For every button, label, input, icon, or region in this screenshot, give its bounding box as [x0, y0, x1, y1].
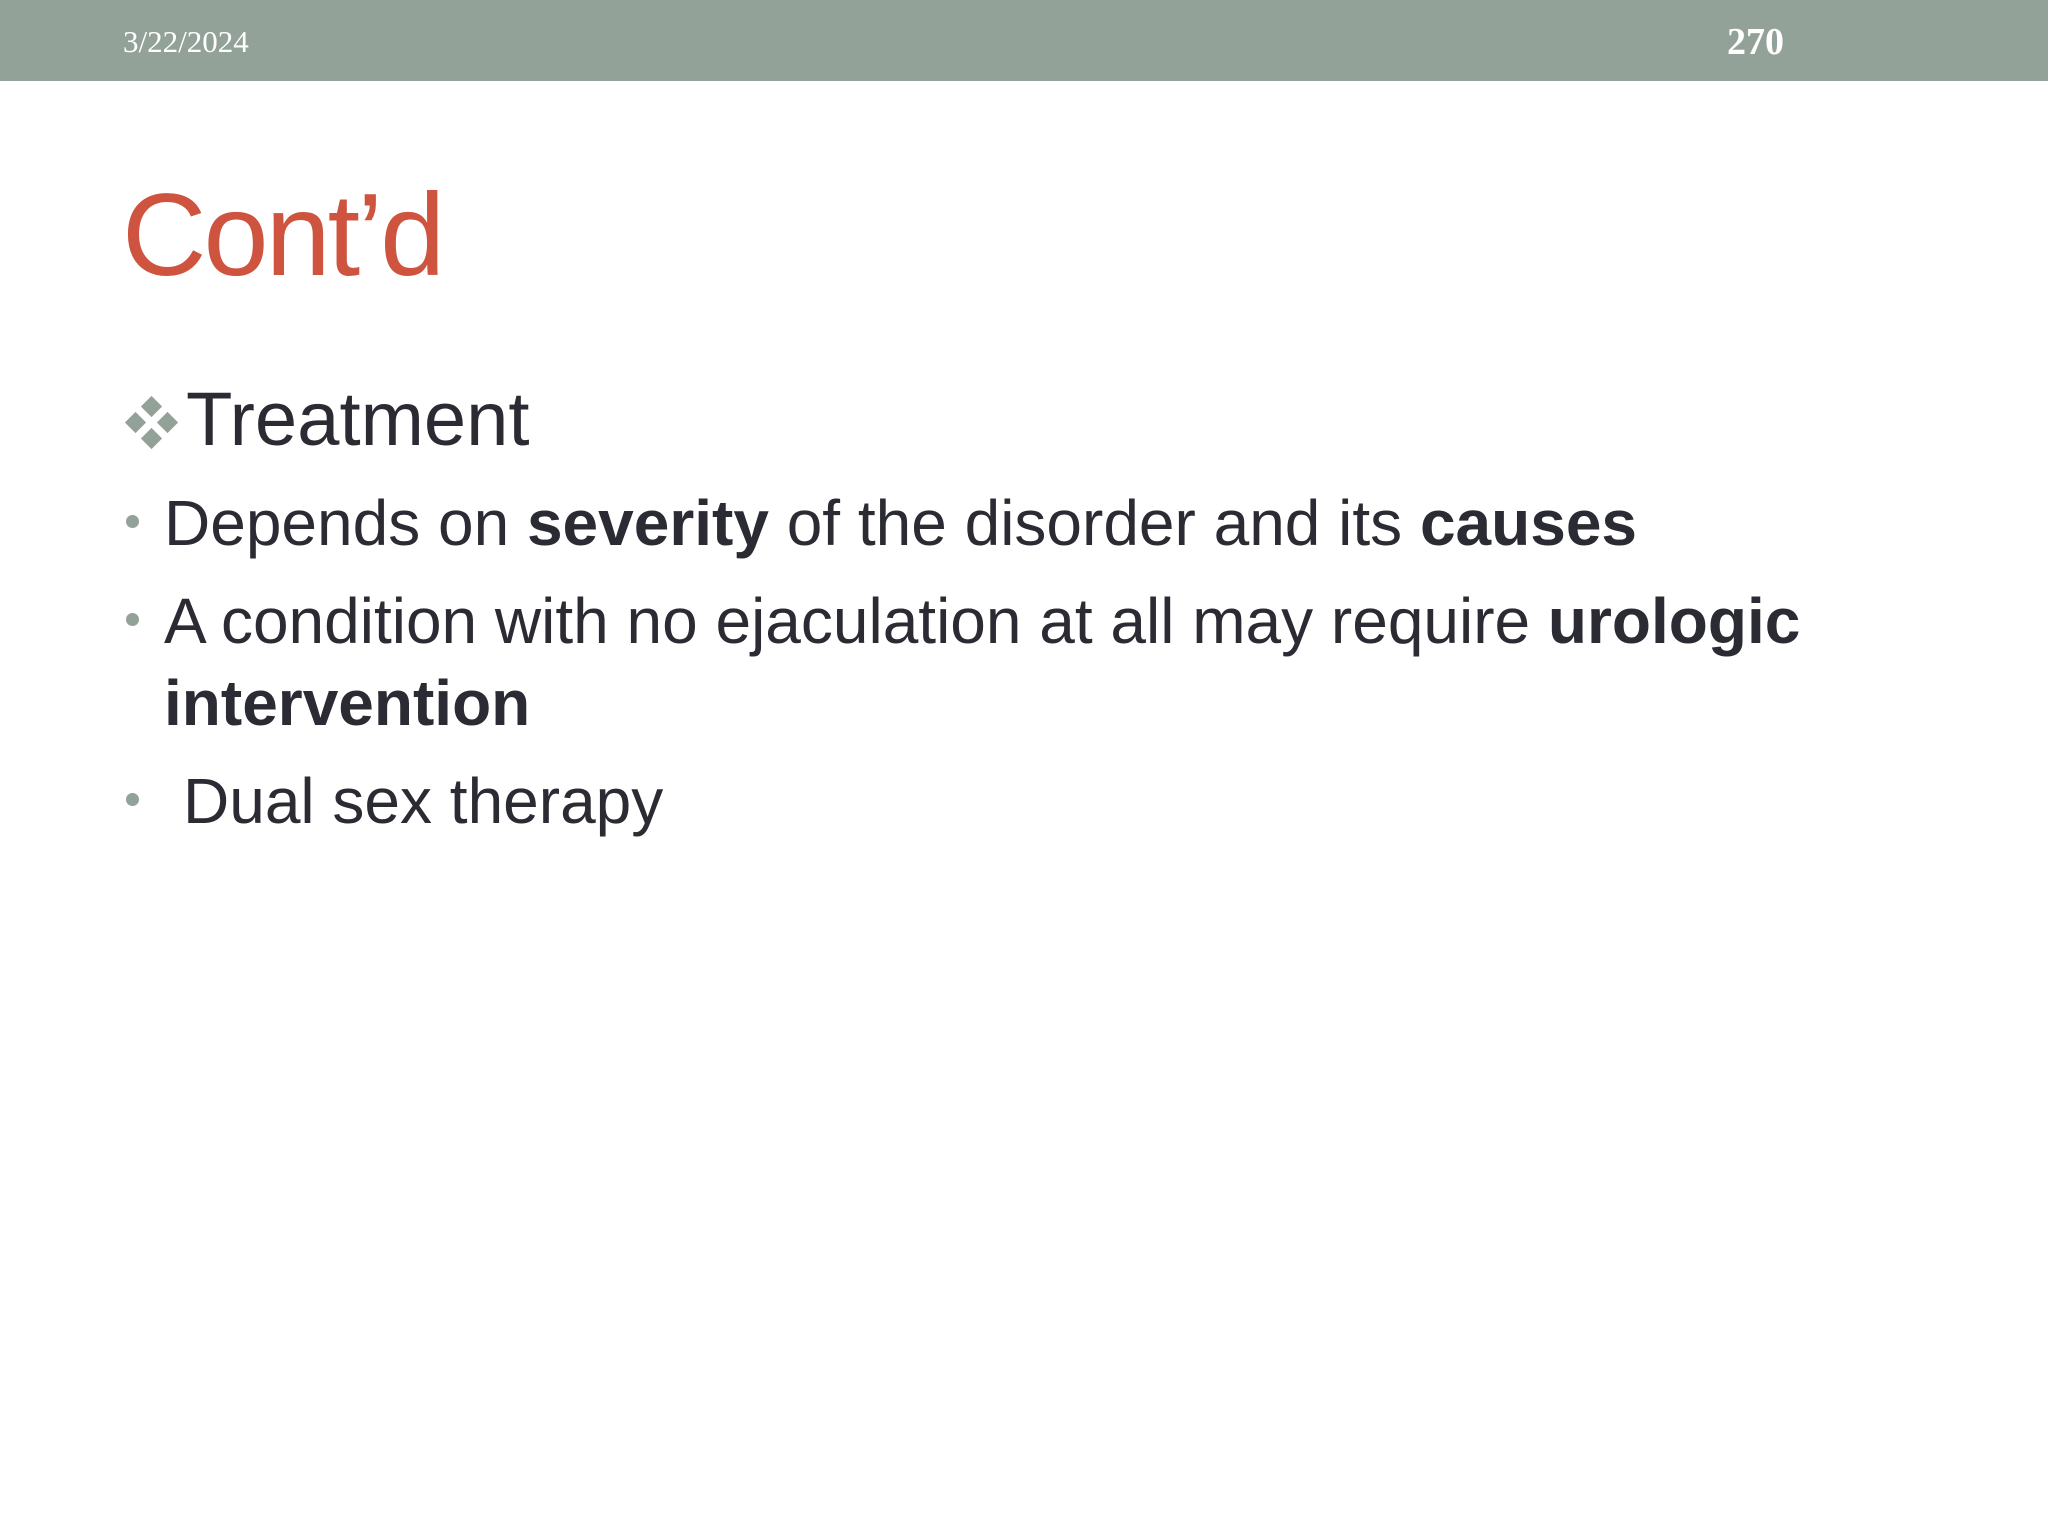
round-bullet-icon [126, 515, 139, 528]
page-number: 270 [1727, 21, 1784, 63]
four-diamond-icon [126, 397, 178, 449]
section-heading [126, 378, 530, 462]
section-heading-label: Treatment [186, 377, 530, 462]
slide-title: Cont’d [122, 169, 443, 300]
bullet-text: A condition with no ejaculation at all may require [164, 585, 1548, 657]
slide-date: 3/22/2024 [123, 24, 249, 59]
bullet-item [120, 760, 2000, 842]
bullet-list [120, 482, 2000, 858]
bullet-item [120, 580, 2000, 744]
bullet-text-bold: causes [1419, 487, 1637, 559]
bullet-text-bold: severity [526, 487, 769, 559]
bullet-item [120, 482, 2000, 564]
bullet-text: Dual sex therapy [183, 765, 664, 837]
header-bar [0, 0, 2048, 81]
bullet-text: Depends on [164, 487, 527, 559]
bullet-text: of the disorder and its [768, 487, 1420, 559]
round-bullet-icon [126, 613, 139, 626]
bullet-text-bold: urologic intervention [164, 585, 1801, 739]
round-bullet-icon [126, 793, 139, 806]
